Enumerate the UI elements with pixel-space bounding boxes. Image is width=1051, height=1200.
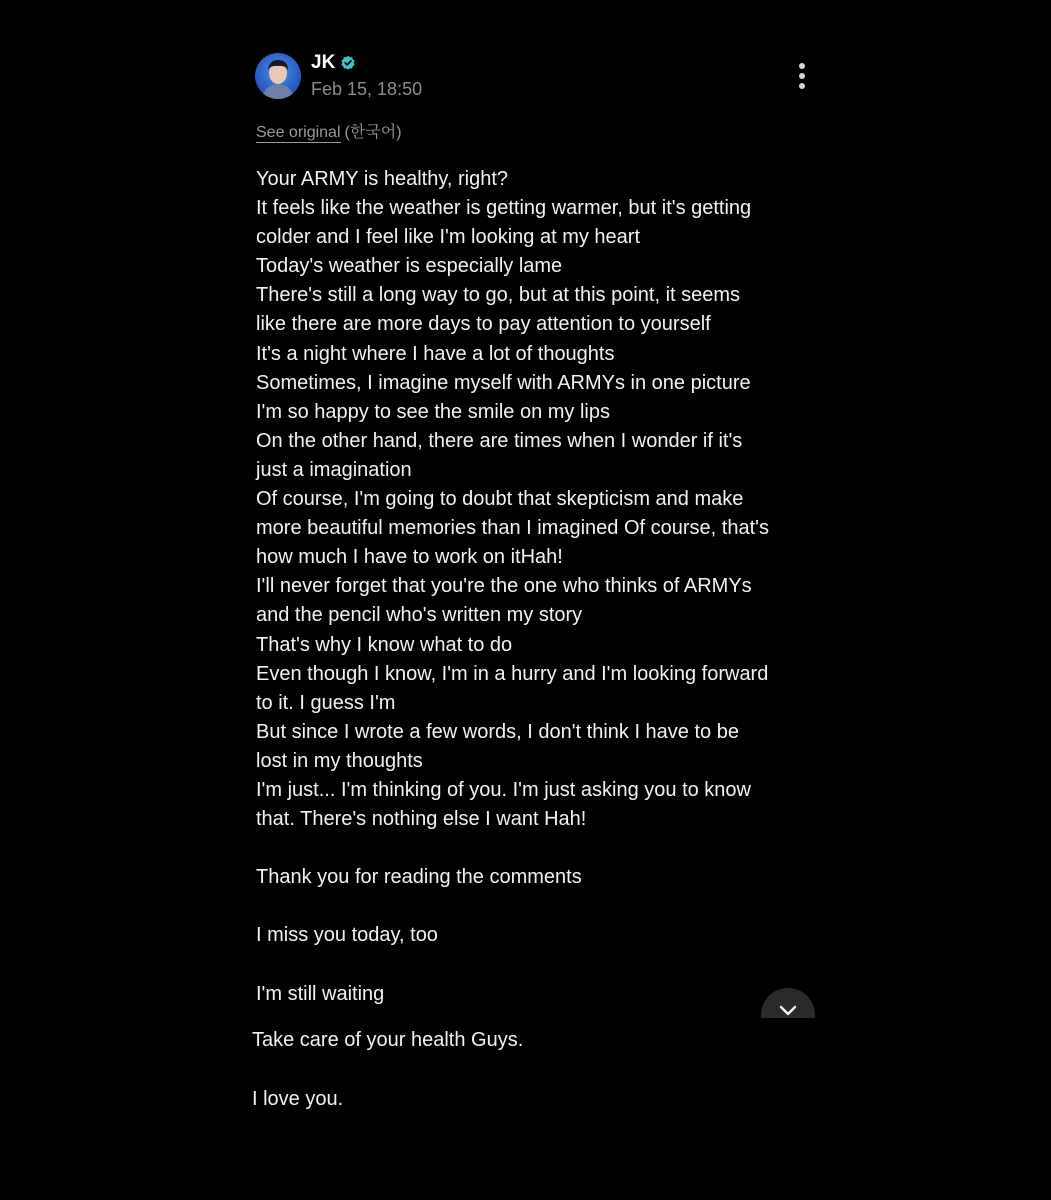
post-line: But since I wrote a few words, I don't think I have to be <box>256 720 739 743</box>
post-line: That's why I know what to do <box>256 633 513 656</box>
author-name[interactable]: JK <box>311 52 336 73</box>
post-body <box>256 165 826 1009</box>
post-line: that. There's nothing else I want Hah! <box>256 808 587 831</box>
post-line: It feels like the weather is getting warmer, but it's getting <box>256 197 752 220</box>
post-line: and the pencil who's written my story <box>256 604 583 627</box>
paragraph-gap <box>256 951 826 980</box>
post-timestamp: Feb 15, 18:50 <box>311 79 423 99</box>
post-line: Even though I know, I'm in a hurry and I'm looking forward <box>256 662 769 685</box>
post-line: to it. I guess I'm <box>256 691 396 714</box>
verified-badge-icon <box>340 55 356 71</box>
post-line: more beautiful memories than I imagined Of course, that's <box>256 517 769 540</box>
post-line: I miss you today, too <box>256 924 438 947</box>
post-line: There's still a long way to go, but at this point, it seems <box>256 284 741 307</box>
post-line: like there are more days to pay attention to yourself <box>256 313 711 336</box>
original-language: (한국어) <box>344 124 402 141</box>
scroll-down-button[interactable] <box>761 988 815 1018</box>
post-line: Thank you for reading the comments <box>256 866 582 889</box>
post-line: I'm just... I'm thinking of you. I'm just asking you to know <box>256 778 751 801</box>
post-line: colder and I feel like I'm looking at my heart <box>256 226 641 249</box>
footer-line: I love you. <box>252 1088 344 1110</box>
paragraph-gap <box>256 892 826 921</box>
paragraph-gap <box>256 834 826 863</box>
post-line: I'm still waiting <box>256 982 385 1005</box>
see-original-link[interactable]: See original <box>256 124 341 141</box>
translation-info <box>256 122 402 144</box>
chevron-down-icon <box>778 1004 798 1018</box>
post-line: Today's weather is especially lame <box>256 255 563 278</box>
post-line: Your ARMY is healthy, right? <box>256 168 508 190</box>
footer-line: Take care of your health Guys. <box>252 1029 524 1051</box>
post-line: how much I have to work on itHah! <box>256 546 563 569</box>
post-line: I'm so happy to see the smile on my lips <box>256 400 610 423</box>
post-line: It's a night where I have a lot of thoughts <box>256 342 615 365</box>
post-line: I'll never forget that you're the one who thinks of ARMYs <box>256 575 752 598</box>
more-vertical-icon <box>799 63 805 69</box>
more-options-button[interactable] <box>790 60 814 92</box>
post-line: Of course, I'm going to doubt that skepticism and make <box>256 488 744 511</box>
post-line: lost in my thoughts <box>256 749 423 772</box>
post-line: just a imagination <box>256 458 412 481</box>
post-line: Sometimes, I imagine myself with ARMYs in one picture <box>256 371 751 394</box>
author-avatar[interactable] <box>255 53 301 99</box>
post-line: On the other hand, there are times when I wonder if it's <box>256 429 743 452</box>
